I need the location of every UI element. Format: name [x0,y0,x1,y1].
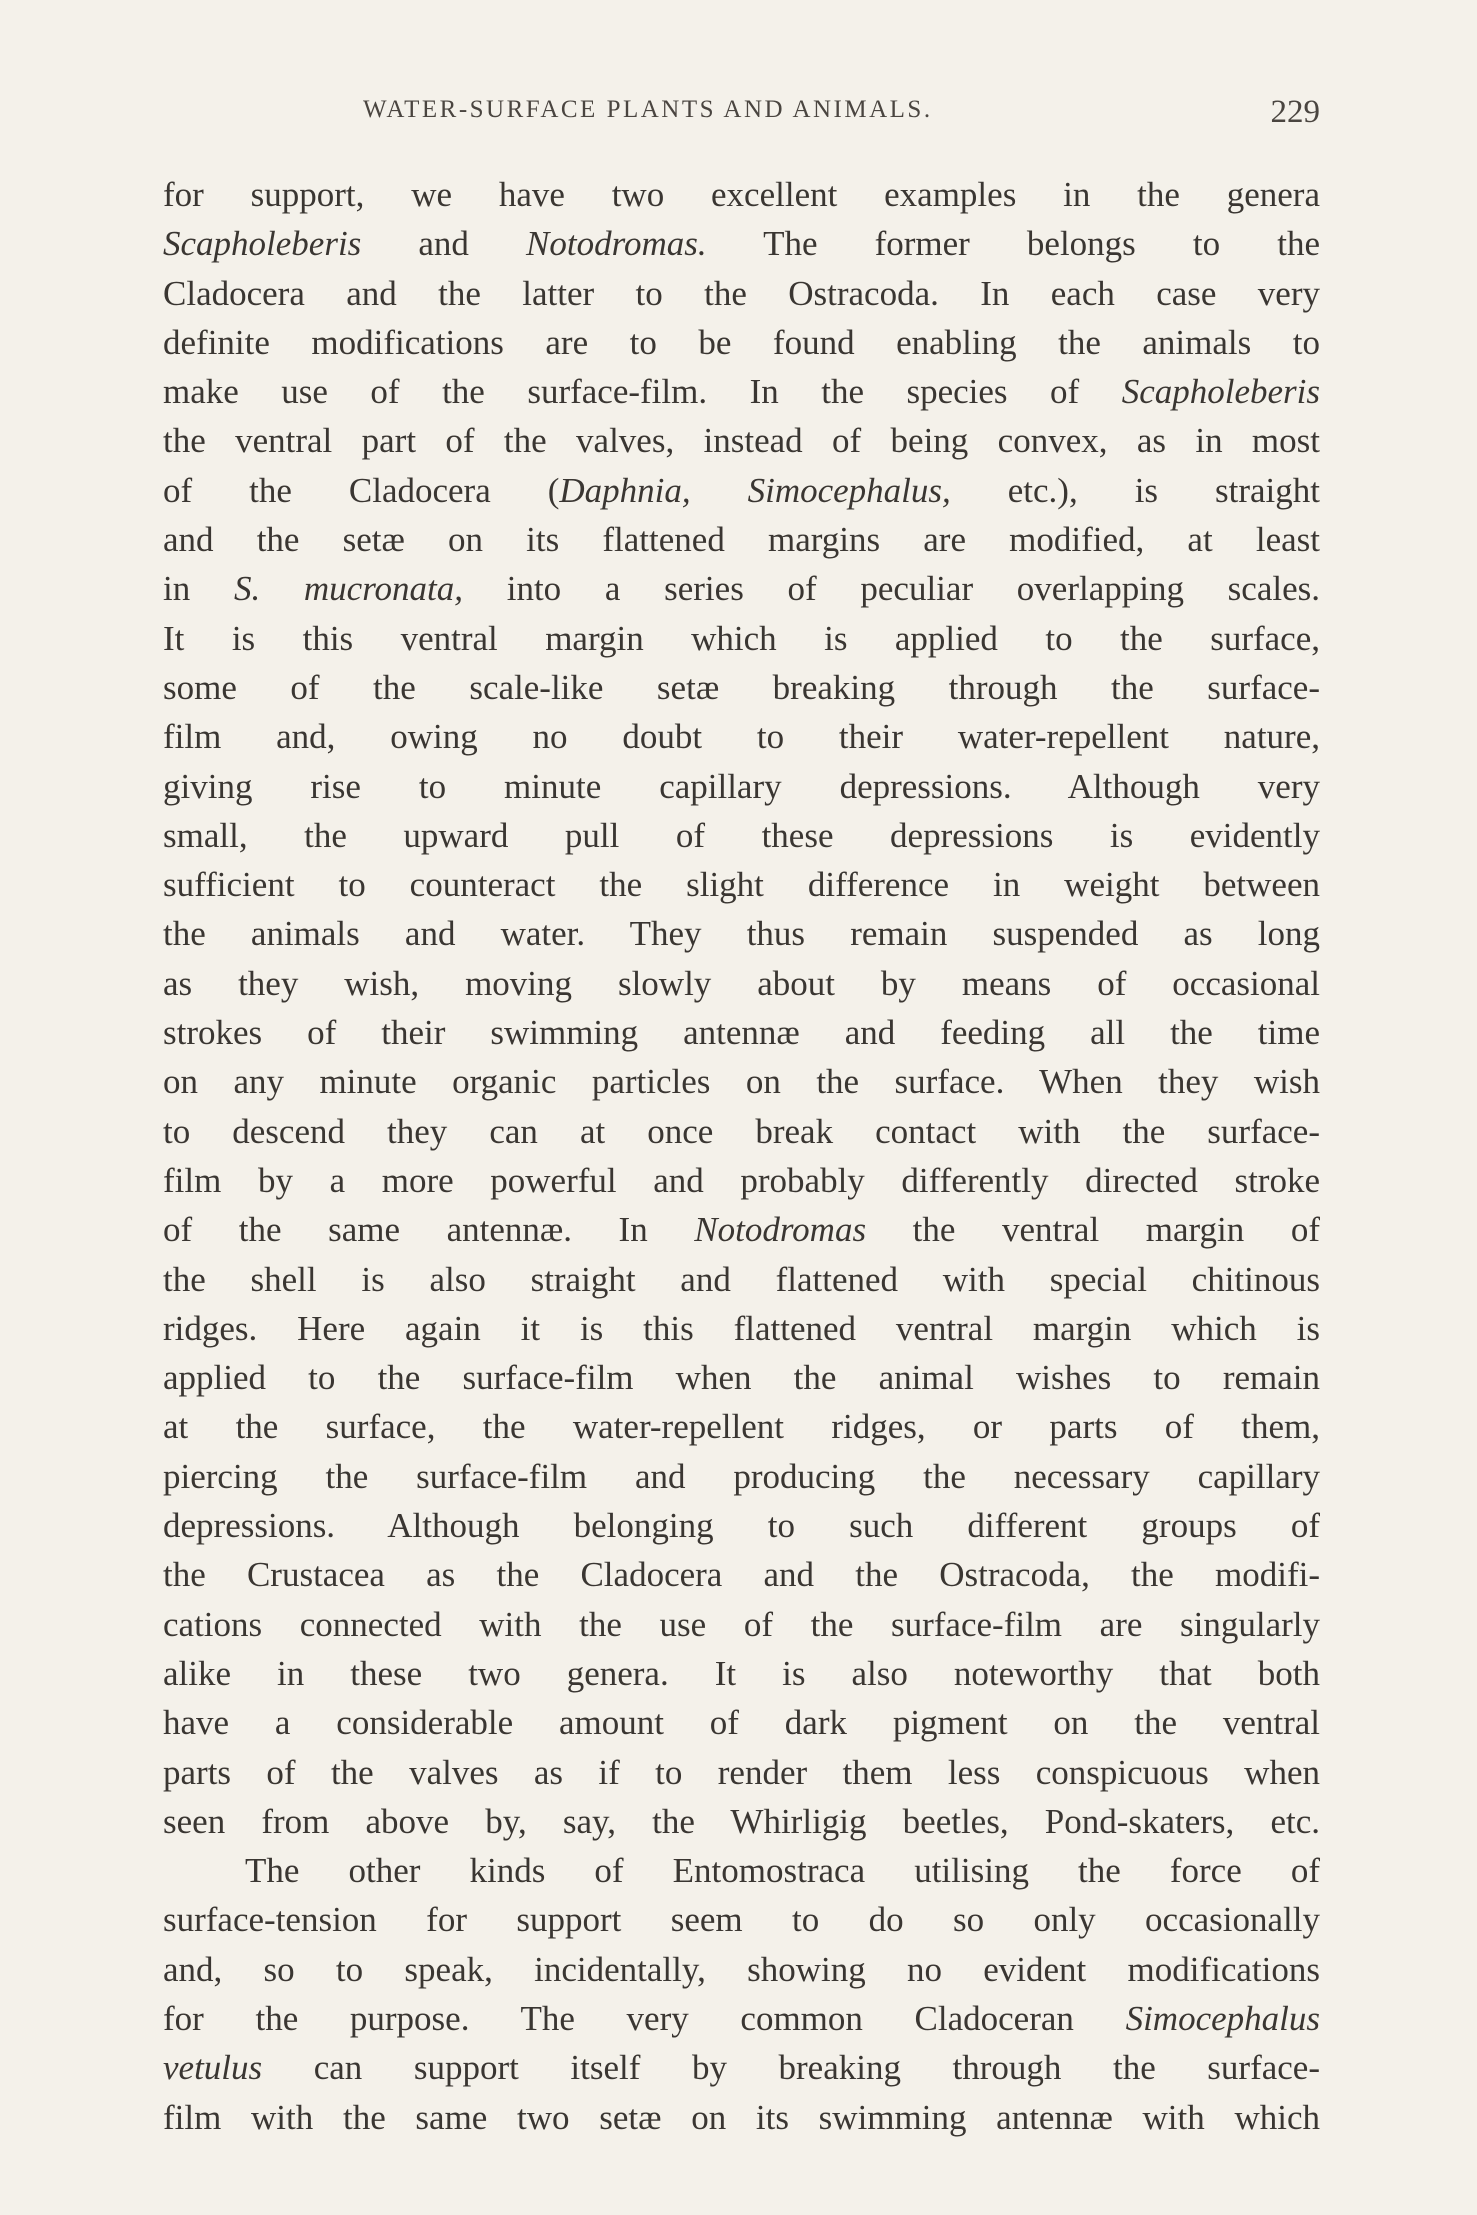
text-segment: piercing the surface-film and producing the necessary capillary [163,1456,1320,1496]
text-segment: The former belongs to the [706,224,1320,264]
running-head [163,96,1320,136]
text-segment: and, so to speak, incidentally, showing no evident modifications [163,1949,1320,1989]
text-segment: film by a more powerful and probably differently directed stroke [163,1160,1320,1200]
text-segment: seen from above by, say, the Whirligig beetles, Pond-skaters, etc. [163,1801,1320,1841]
text-line [163,1156,1320,1205]
text-segment: giving rise to minute capillary depressions. Although very [163,766,1320,806]
text-segment: into a series of peculiar overlapping scales. [463,569,1320,609]
text-segment: strokes of their swimming antennæ and feeding all the time [163,1013,1320,1053]
text-line [163,416,1320,465]
text-segment: have a considerable amount of dark pigment on the ventral [163,1703,1320,1743]
text-line [163,1895,1320,1944]
text-line [163,1797,1320,1846]
text-segment: definite modifications are to be found enabling the animals to [163,322,1320,362]
text-segment: It is this ventral margin which is applied to the surface, [163,618,1320,658]
text-segment: and the setæ on its flattened margins are modified, at least [163,520,1320,560]
running-title: WATER-SURFACE PLANTS AND ANIMALS. [363,96,933,123]
text-line [163,1994,1320,2043]
text-segment: make use of the surface-film. In the species of [163,372,1122,412]
italic-text: Daphnia, Simocephalus, [559,470,951,510]
text-segment: the shell is also straight and flattened with special chitinous [163,1259,1320,1299]
text-segment: depressions. Although belonging to such different groups of [163,1506,1320,1546]
italic-text: Notodromas [694,1210,867,1250]
text-line [163,1846,1320,1895]
text-line [163,860,1320,909]
text-line [163,762,1320,811]
text-segment: and [361,224,527,264]
text-segment: some of the scale-like setæ breaking through the surface- [163,667,1320,707]
text-segment: The other kinds of Entomostraca utilising the force of [245,1851,1320,1891]
text-segment: cations connected with the use of the surface-film are singularly [163,1604,1320,1644]
text-line [163,367,1320,416]
text-line [163,269,1320,318]
text-segment: for support, we have two excellent examples in the genera [163,175,1320,214]
text-line [163,1600,1320,1649]
text-segment: of the same antennæ. In [163,1210,695,1250]
text-line [163,811,1320,860]
text-segment: the Crustacea as the Cladocera and the Ostracoda, the modifi- [163,1555,1320,1595]
text-line [163,1353,1320,1402]
italic-text: Notodromas. [526,224,707,264]
text-segment: film with the same two setæ on its swimming antennæ with which [163,2097,1320,2137]
text-segment: in [163,569,234,609]
text-segment: can support itself by breaking through the surface- [262,2048,1320,2088]
text-line [163,515,1320,564]
text-line [163,1107,1320,1156]
text-line [163,170,1320,219]
text-segment: the ventral margin of [866,1210,1320,1250]
text-segment: of the Cladocera ( [163,470,560,510]
text-segment: on any minute organic particles on the surface. When they wish [163,1062,1320,1102]
page-number: 229 [1270,94,1320,130]
text-segment: ridges. Here again it is this flattened ventral margin which is [163,1308,1320,1348]
text-line [163,1698,1320,1747]
text-line [163,1649,1320,1698]
text-line [163,1748,1320,1797]
text-line [163,1057,1320,1106]
text-line [163,1008,1320,1057]
text-line [163,1402,1320,1451]
text-line [163,663,1320,712]
text-segment: alike in these two genera. It is also noteworthy that both [163,1653,1320,1693]
text-segment: to descend they can at once break contact with the surface- [163,1111,1320,1151]
text-line [163,466,1320,515]
italic-text: Scapholeberis [1121,372,1320,412]
text-line [163,2043,1320,2092]
text-segment: applied to the surface-film when the animal wishes to remain [163,1358,1320,1398]
text-line [163,1945,1320,1994]
text-line [163,1304,1320,1353]
text-line [163,2093,1320,2142]
text-segment: as they wish, moving slowly about by means of occasional [163,963,1320,1003]
italic-text: Simocephalus [1125,1998,1320,2038]
text-segment: the animals and water. They thus remain suspended as long [163,914,1320,954]
text-segment: parts of the valves as if to render them less conspicuous when [163,1752,1320,1792]
text-line [163,1501,1320,1550]
text-segment: small, the upward pull of these depressions is evidently [163,815,1320,855]
text-line [163,1550,1320,1599]
body-text [163,170,1320,2142]
italic-text: Scapholeberis [163,224,362,264]
text-line [163,1255,1320,1304]
text-segment: etc.), is straight [950,470,1320,510]
text-line [163,1452,1320,1501]
text-segment: for the purpose. The very common Cladoceran [163,1998,1126,2038]
text-line [163,219,1320,268]
text-segment: at the surface, the water-repellent ridges, or parts of them, [163,1407,1320,1447]
italic-text: S. mucronata, [233,569,464,609]
text-line [163,614,1320,663]
text-segment: film and, owing no doubt to their water-repellent nature, [163,717,1320,757]
text-segment: surface-tension for support seem to do so only occasionally [163,1900,1320,1940]
text-segment: Cladocera and the latter to the Ostracoda. In each case very [163,273,1320,313]
text-line [163,712,1320,761]
text-line [163,318,1320,367]
text-line [163,564,1320,613]
text-line [163,909,1320,958]
italic-text: vetulus [163,2048,263,2088]
text-line [163,959,1320,1008]
text-segment: sufficient to counteract the slight difference in weight between [163,865,1320,905]
text-line [163,1205,1320,1254]
text-segment: the ventral part of the valves, instead of being convex, as in most [163,421,1320,461]
